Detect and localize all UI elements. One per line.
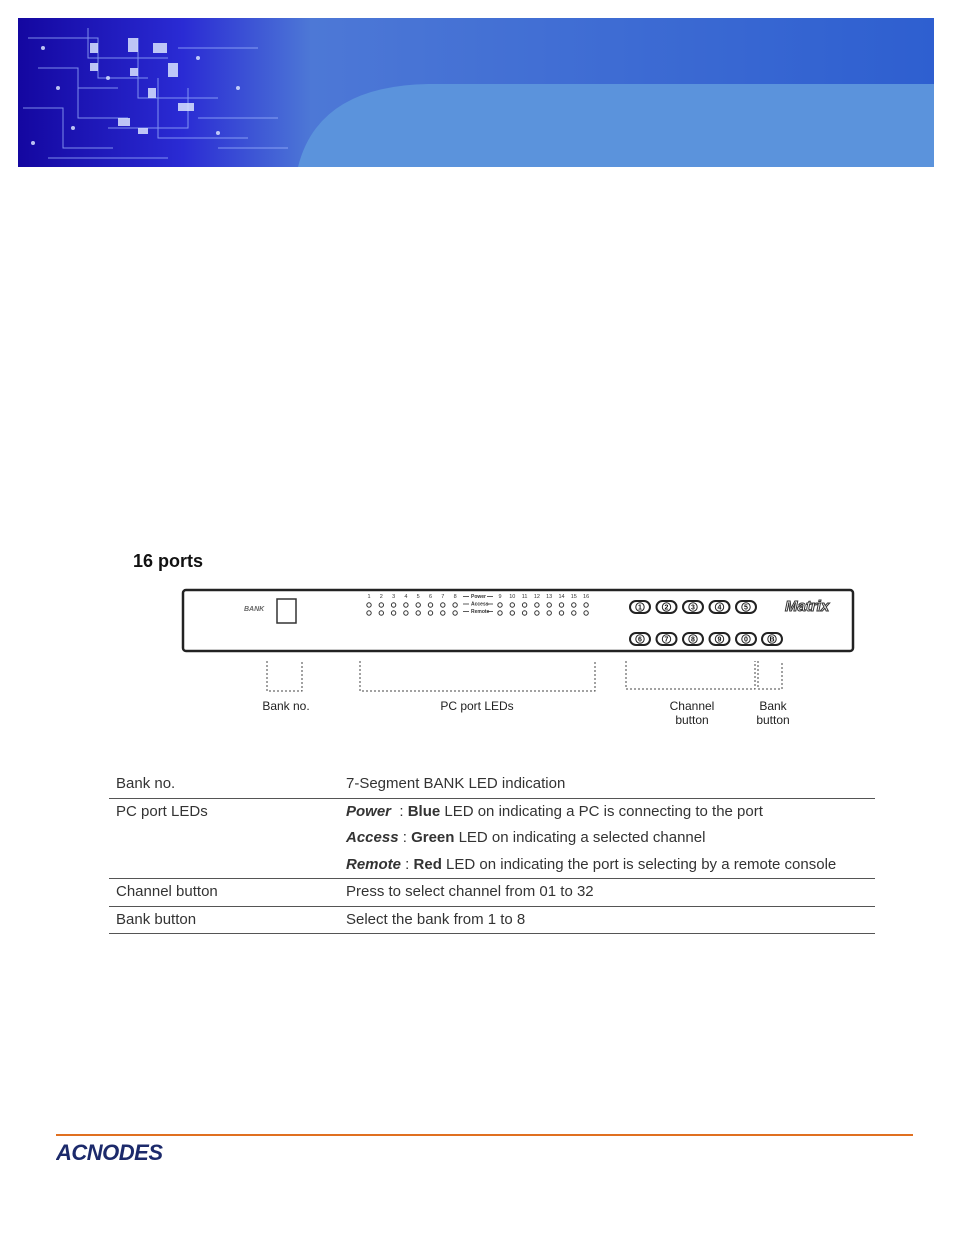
- port-led: [559, 603, 563, 607]
- table-cell-label: Channel button: [109, 879, 346, 907]
- port-number: 11: [521, 594, 528, 600]
- port-number: 10: [509, 594, 516, 600]
- table-cell-label: Bank no.: [109, 771, 346, 798]
- port-number: 12: [533, 594, 540, 600]
- port-led: [391, 611, 395, 615]
- table-row-channel-button: [109, 879, 875, 907]
- bank-7seg-display: [277, 599, 296, 623]
- header-banner: [18, 18, 934, 167]
- footer-rule: [56, 1134, 913, 1136]
- port-led: [404, 603, 408, 607]
- port-number: 16: [583, 594, 590, 600]
- table-row-bank-no: [109, 771, 875, 798]
- port-led: [367, 603, 371, 607]
- port-led: [453, 603, 457, 607]
- callout-channel-button: Channel button: [669, 699, 715, 727]
- port-led: [547, 603, 551, 607]
- port-led: [416, 603, 420, 607]
- port-led: [367, 611, 371, 615]
- button-digit: 1: [638, 604, 642, 612]
- button-digit: 8: [691, 636, 695, 644]
- button-digit: 4: [717, 604, 722, 612]
- port-number: 13: [546, 594, 553, 600]
- button-digit: B: [769, 636, 775, 644]
- button-digit: 6: [638, 636, 642, 644]
- logo-text: ACNODES: [56, 1140, 163, 1163]
- port-led: [379, 611, 383, 615]
- table-row-bank-button: [109, 906, 875, 934]
- port-number: 8: [453, 594, 457, 600]
- port-number: 15: [570, 594, 577, 600]
- port-led: [510, 611, 514, 615]
- bank-label: BANK: [244, 606, 265, 613]
- button-digit: 0: [744, 636, 748, 644]
- button-digit: 9: [717, 636, 722, 644]
- callout-pc-port-leds: PC port LEDs: [440, 699, 514, 713]
- callout-bank-button: Bank button: [756, 699, 790, 727]
- port-led: [535, 603, 539, 607]
- callout-bank-no: Bank no.: [262, 699, 310, 713]
- port-led: [572, 603, 576, 607]
- port-number: 1: [367, 594, 371, 600]
- port-number: 3: [392, 594, 396, 600]
- port-number: 7: [441, 594, 445, 600]
- brand-logo: Matrix: [785, 598, 830, 615]
- port-led: [498, 603, 502, 607]
- table-row-pc-port-leds: [109, 798, 875, 879]
- port-led: [441, 611, 445, 615]
- led-access-line: Access : Green LED on indicating a selected channel: [346, 829, 706, 846]
- port-led: [584, 603, 588, 607]
- port-led: [428, 603, 432, 607]
- port-led: [404, 611, 408, 615]
- led-row-label: Remote: [471, 609, 490, 615]
- port-number: 6: [428, 594, 433, 600]
- port-led: [572, 611, 576, 615]
- led-row-label: Power: [471, 594, 487, 600]
- led-remote-line: Remote : Red LED on indicating the port is selecting by a remote console: [346, 855, 837, 873]
- port-led: [391, 603, 395, 607]
- port-led: [498, 611, 502, 615]
- port-led: [535, 611, 539, 615]
- port-led: [441, 603, 445, 607]
- table-cell-label: Bank button: [109, 906, 346, 934]
- port-number: 2: [379, 594, 383, 600]
- led-power-line: Power : Blue LED on indicating a PC is connecting to the port: [346, 802, 763, 820]
- port-led: [584, 611, 588, 615]
- port-number: 4: [404, 594, 408, 600]
- banner-light-panel: [298, 84, 934, 167]
- port-led: [416, 611, 420, 615]
- port-led: [510, 603, 514, 607]
- port-led: [453, 611, 457, 615]
- table-cell-desc: Select the bank from 1 to 8: [346, 906, 875, 934]
- port-led: [547, 611, 551, 615]
- port-number: 5: [416, 594, 420, 600]
- spec-table: [109, 771, 875, 934]
- port-led: [559, 611, 563, 615]
- port-number: 9: [498, 594, 502, 600]
- port-led: [379, 603, 383, 607]
- table-cell-desc: Press to select channel from 01 to 32: [346, 879, 875, 907]
- section-title: 16 ports: [133, 551, 204, 571]
- button-digit: 7: [664, 636, 669, 644]
- table-cell-desc: 7-Segment BANK LED indication: [346, 771, 875, 798]
- port-number: 14: [558, 594, 565, 600]
- port-led: [522, 611, 526, 615]
- button-digit: 5: [744, 604, 748, 612]
- port-led: [522, 603, 526, 607]
- button-digit: 3: [691, 604, 695, 612]
- port-led: [428, 611, 432, 615]
- table-cell-label: PC port LEDs: [109, 798, 346, 879]
- acnodes-logo: [56, 1139, 216, 1163]
- callout-brackets: [267, 661, 782, 691]
- table-cell-desc: [346, 798, 875, 879]
- led-row-label: Access: [471, 601, 489, 608]
- button-digit: 2: [664, 604, 669, 612]
